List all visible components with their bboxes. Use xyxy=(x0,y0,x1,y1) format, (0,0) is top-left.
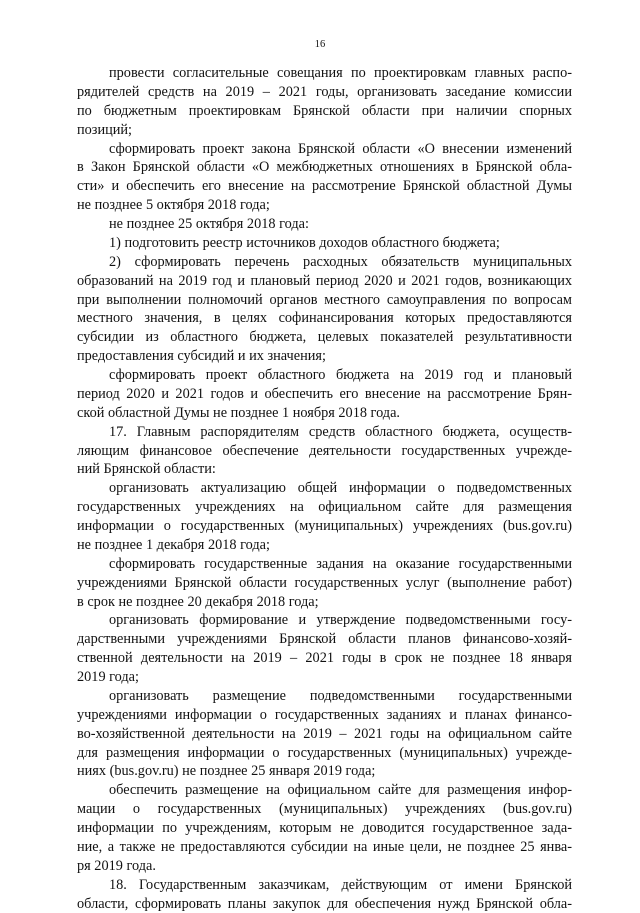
text-line: сформировать проект закона Брянской области «О внесении изменений xyxy=(77,140,572,159)
text-line: в Закон Брянской области «О межбюджетных отношениях в Брянской обла- xyxy=(77,158,572,177)
text-line: информации по учреждениям, которым не доводится государственное зада- xyxy=(77,819,572,838)
text-line: период 2020 и 2021 годов и обеспечить его внесение на рассмотрение Брян- xyxy=(77,385,572,404)
text-line: во-хозяйственной деятельности на 2019 – 2021 годы на официальном сайте xyxy=(77,725,572,744)
text-line: 2) сформировать перечень расходных обязательств муниципальных xyxy=(77,253,572,272)
text-line: мации о государственных (муниципальных) учреждениях (bus.gov.ru) xyxy=(77,800,572,819)
document-body xyxy=(77,64,572,913)
text-line: государственных учреждениях на официальном сайте для размещения xyxy=(77,498,572,517)
text-line: ние, а также не предоставляются субсидии на иные цели, не позднее 25 янва- xyxy=(77,838,572,857)
text-line: 1) подготовить реестр источников доходов областного бюджета; xyxy=(77,234,572,253)
text-line: местного значения, в целях софинансирования которых предоставляются xyxy=(77,309,572,328)
text-line: не позднее 25 октября 2018 года: xyxy=(77,215,572,234)
page-number: 16 xyxy=(0,39,640,51)
text-line: 18. Государственным заказчикам, действующим от имени Брянской xyxy=(77,876,572,895)
text-line: ря 2019 года. xyxy=(77,857,572,876)
text-line: ской областной Думы не позднее 1 ноября 2018 года. xyxy=(77,404,572,423)
text-line: предоставления субсидий и их значения; xyxy=(77,347,572,366)
text-line: учреждениями информации о государственных заданиях и планах финансо- xyxy=(77,706,572,725)
text-line: организовать актуализацию общей информации о подведомственных xyxy=(77,479,572,498)
text-line: сформировать проект областного бюджета на 2019 год и плановый xyxy=(77,366,572,385)
text-line: ниях (bus.gov.ru) не позднее 25 января 2019 года; xyxy=(77,762,572,781)
text-line: провести согласительные совещания по проектировкам главных распо- xyxy=(77,64,572,83)
text-line: сформировать государственные задания на оказание государственными xyxy=(77,555,572,574)
text-line: учреждениями Брянской области государственных услуг (выполнение работ) xyxy=(77,574,572,593)
text-line: не позднее 5 октября 2018 года; xyxy=(77,196,572,215)
text-line: по бюджетным проектировкам Брянской области при наличии спорных xyxy=(77,102,572,121)
text-line: образований на 2019 год и плановый период 2020 и 2021 годов, возникающих xyxy=(77,272,572,291)
text-line: 17. Главным распорядителям средств областного бюджета, осуществ- xyxy=(77,423,572,442)
text-line: информации о государственных (муниципальных) учреждениях (bus.gov.ru) xyxy=(77,517,572,536)
text-line: субсидии из областного бюджета, целевых показателей результативности xyxy=(77,328,572,347)
text-line: обеспечить размещение на официальном сайте для размещения инфор- xyxy=(77,781,572,800)
text-line: области, сформировать планы закупок для обеспечения нужд Брянской обла- xyxy=(77,895,572,913)
text-line: рядителей средств на 2019 – 2021 годы, организовать заседание комиссии xyxy=(77,83,572,102)
text-line: организовать формирование и утверждение подведомственными госу- xyxy=(77,611,572,630)
text-line: ний Брянской области: xyxy=(77,460,572,479)
text-line: организовать размещение подведомственными государственными xyxy=(77,687,572,706)
text-line: при выполнении полномочий органов местного самоуправления по вопросам xyxy=(77,291,572,310)
text-line: в срок не позднее 20 декабря 2018 года; xyxy=(77,593,572,612)
text-line: сти» и обеспечить его внесение на рассмотрение Брянской областной Думы xyxy=(77,177,572,196)
text-line: позиций; xyxy=(77,121,572,140)
text-line: не позднее 1 декабря 2018 года; xyxy=(77,536,572,555)
text-line: ственной деятельности на 2019 – 2021 годы в срок не позднее 18 января xyxy=(77,649,572,668)
text-line: для размещения информации о государственных (муниципальных) учрежде- xyxy=(77,744,572,763)
text-line: дарственными учреждениями Брянской области планов финансово-хозяй- xyxy=(77,630,572,649)
text-line: ляющим финансовое обеспечение деятельности государственных учрежде- xyxy=(77,442,572,461)
text-line: 2019 года; xyxy=(77,668,572,687)
